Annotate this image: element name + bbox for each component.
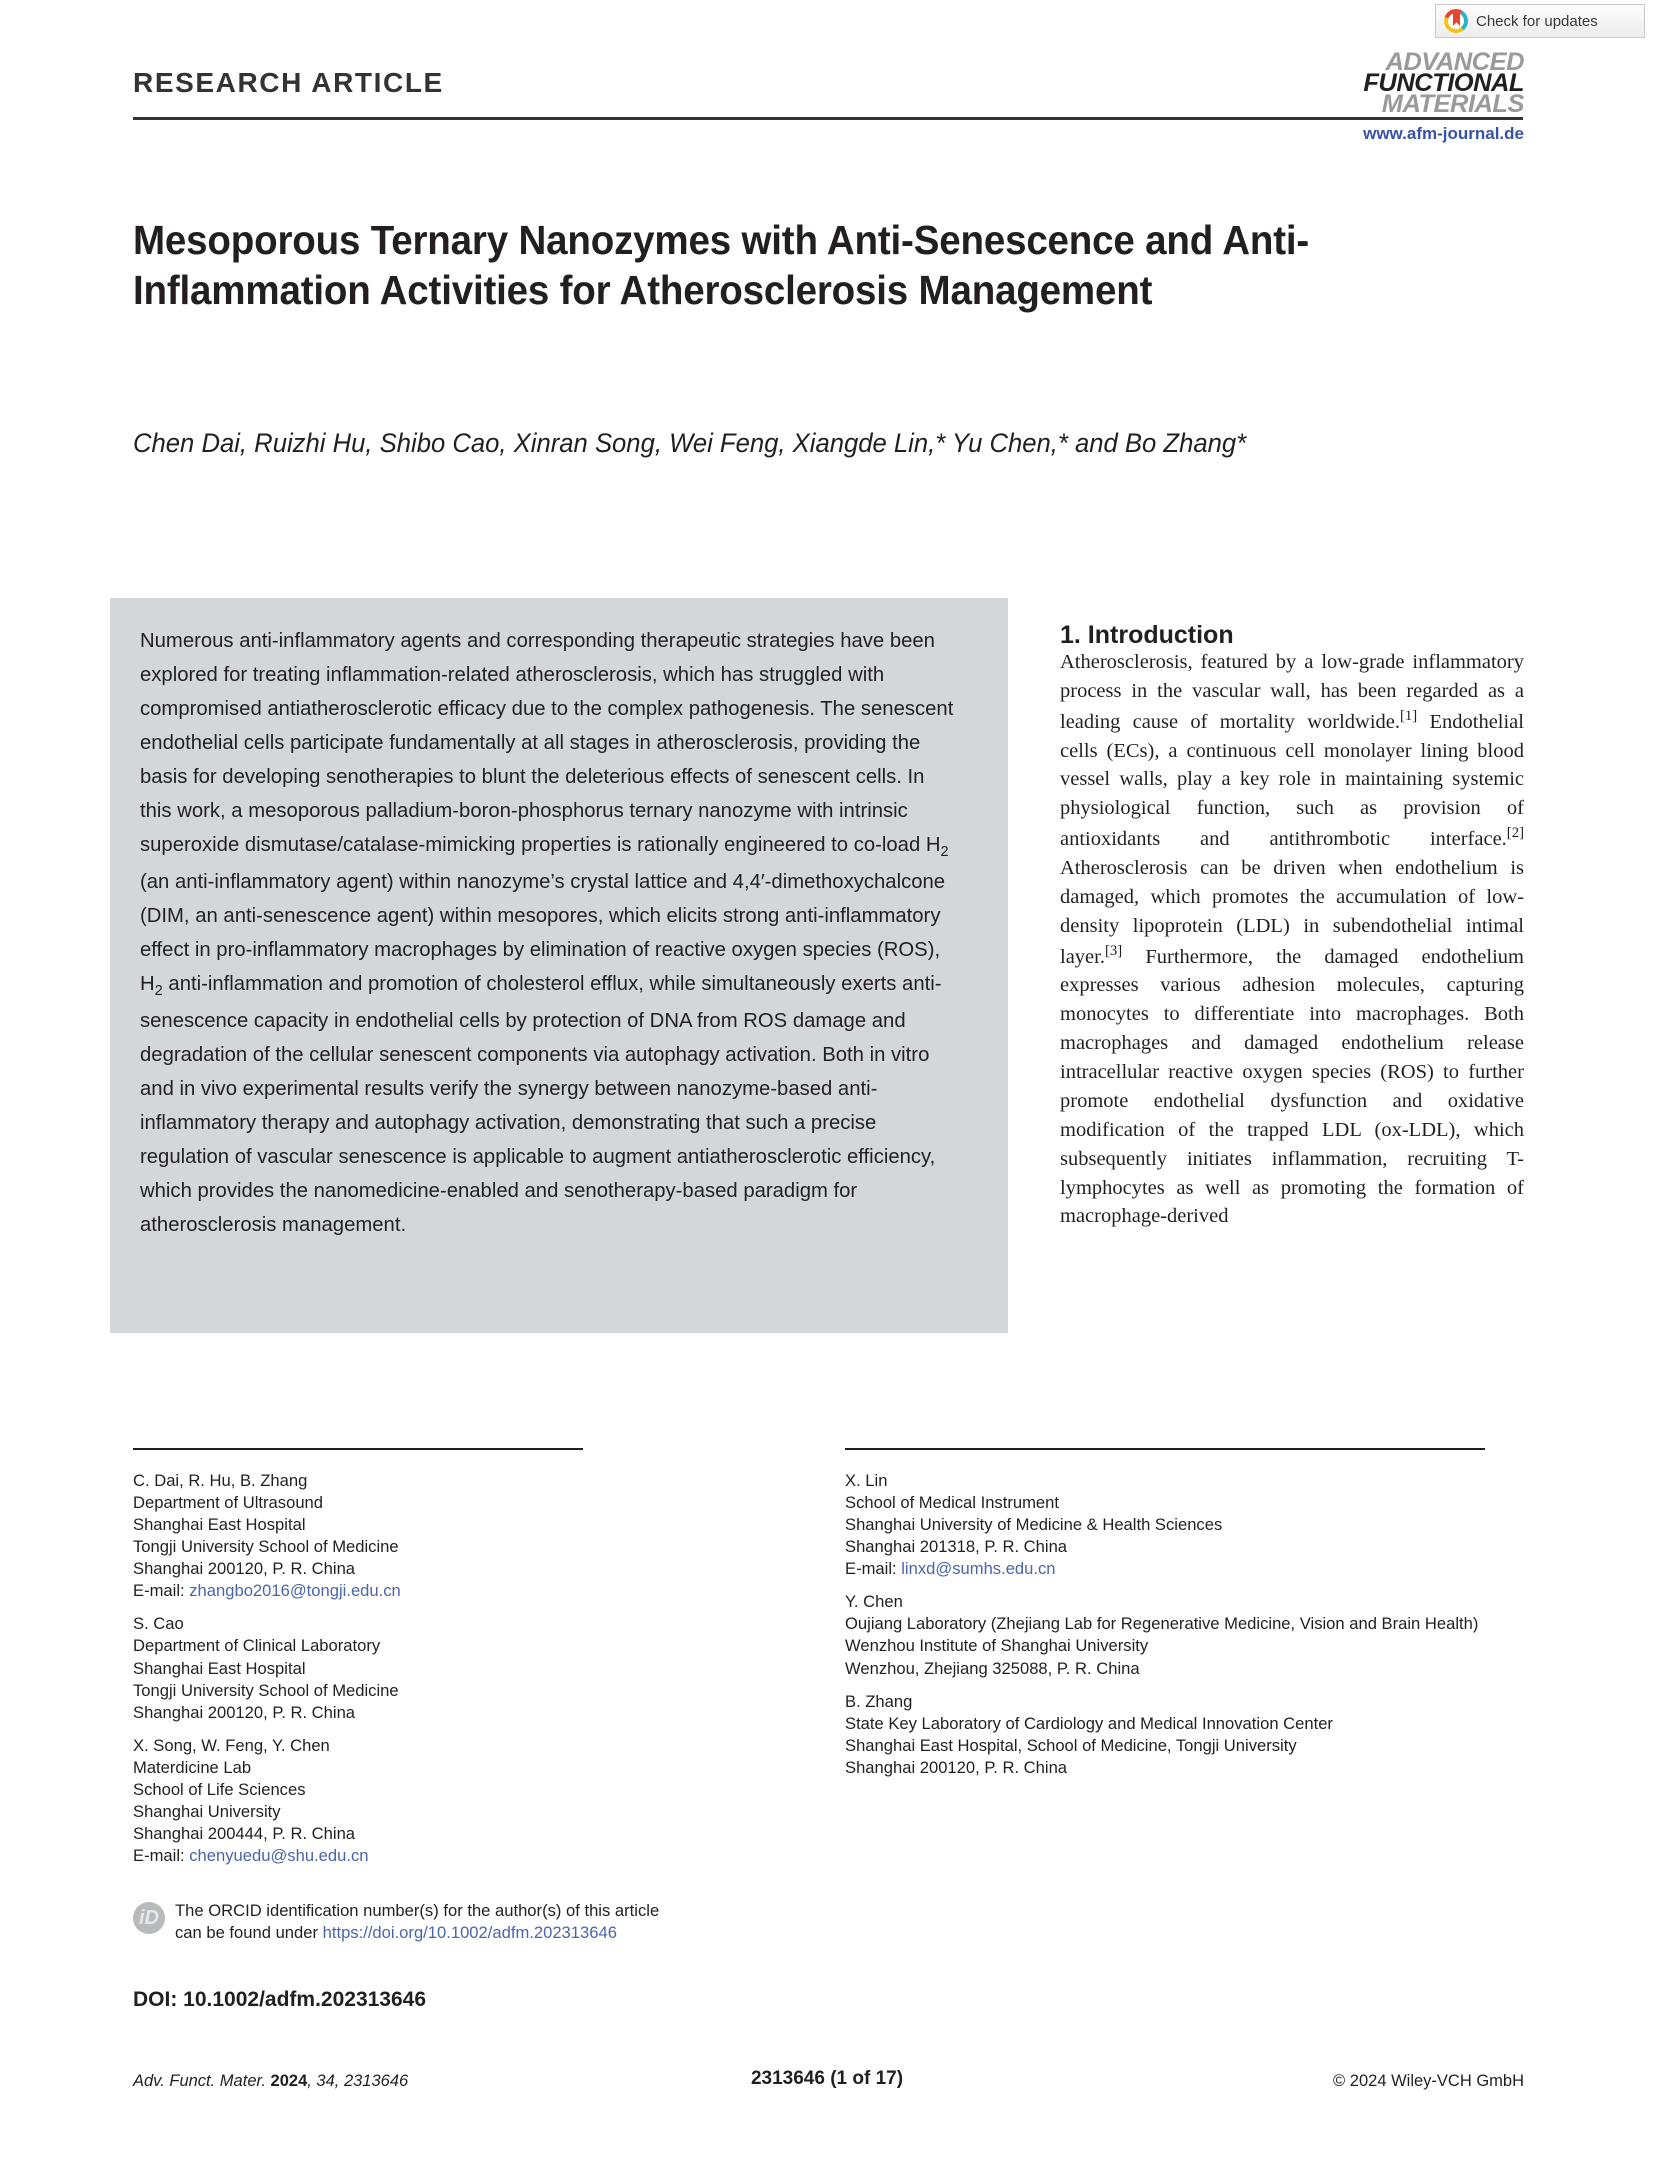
affiliation-line: Tongji University School of Medicine [133, 1537, 399, 1557]
footer-copyright: © 2024 Wiley-VCH GmbH [1333, 2072, 1524, 2090]
affiliation-line: Wenzhou, Zhejiang 325088, P. R. China [845, 1658, 1140, 1678]
affiliation-block [133, 1470, 673, 1602]
affiliation-line: Shanghai East Hospital [133, 1515, 306, 1535]
abstract-part-1: Numerous anti-inflammatory agents and corresponding therapeutic strategies have been explored for treating inflammation-related atherosclerosis, which has struggled with compromised antiatherosclerotic efficacy due to the complex pathogenesis. The senescent endothelial cells participate fundamentally at all stages in atherosclerosis, providing the basis for developing senotherapies to blunt the deleterious effects of senescent cells. In this work, a mesoporous palladium-boron-phosphorus ternary nanozyme with intrinsic superoxide dismutase/catalase-mimicking properties is rationally engineered to co-load H [140, 629, 954, 857]
affiliation-authors: X. Song, W. Feng, Y. Chen [133, 1735, 330, 1755]
footer-year: 2024 [270, 2072, 308, 2090]
affiliations-right-column [845, 1470, 1485, 1790]
affiliation-email-line [133, 1845, 673, 1867]
abstract-box [110, 598, 1008, 1333]
affiliation-block [845, 1691, 1485, 1779]
doi-label: DOI: 10.1002/adfm.202313646 [133, 1988, 427, 2011]
orcid-icon: iD [133, 1902, 165, 1934]
abstract-sub-2: 2 [154, 983, 163, 1000]
email-link[interactable]: linxd@sumhs.edu.cn [901, 1559, 1056, 1579]
affiliation-authors: Y. Chen [845, 1592, 903, 1612]
crossmark-icon [1444, 9, 1468, 33]
orcid-note [133, 1900, 703, 1945]
affiliation-block [845, 1591, 1485, 1679]
check-for-updates-label: Check for updates [1476, 12, 1598, 30]
logo-line-functional: FUNCTIONAL [1363, 68, 1524, 97]
abstract-sub-1: 2 [940, 844, 949, 861]
intro-text-b: Endothelial cells (ECs), a continuous cell monolayer lining blood vessel walls, play a key role in maintaining systemic physiological function, such as provision of antioxidants and antithrombotic interface. [1060, 710, 1524, 850]
affiliation-block [133, 1613, 673, 1723]
affiliation-block [845, 1470, 1485, 1580]
orcid-line-2-prefix: can be found under [175, 1923, 323, 1943]
affiliation-line: Oujiang Laboratory (Zhejiang Lab for Regenerative Medicine, Vision and Brain Health) [845, 1614, 1479, 1634]
affiliations-left-column [133, 1470, 673, 1878]
section-heading-introduction: 1. Introduction [1060, 620, 1234, 649]
orcid-line-1: The ORCID identification number(s) for the author(s) of this article [175, 1901, 660, 1920]
email-label: E-mail: [133, 1581, 190, 1601]
footer-journal: Adv. Funct. Mater. [133, 2072, 271, 2090]
citation-ref-1[interactable]: [1] [1400, 707, 1418, 724]
introduction-paragraph [1060, 648, 1524, 1231]
intro-text-c: Atherosclerosis can be driven when endothelium is damaged, which promotes the accumulation of low-density lipoprotein (LDL) in subendothelial intimal layer. [1060, 856, 1524, 968]
affiliation-line: Shanghai University [133, 1801, 281, 1821]
abstract-text [140, 624, 961, 1243]
journal-website-link[interactable]: www.afm-journal.de [1363, 124, 1524, 143]
abstract-part-2: (an anti-inflammatory agent) within nanozyme’s crystal lattice and 4,4′-dimethoxychalcone (DIM, an anti-senescence agent) within mesopores, which elicits strong anti-inflammatory effect in pro-inflammatory macrophages by elimination of reactive oxygen species (ROS), H [140, 870, 946, 996]
affiliation-email-line [845, 1558, 1485, 1580]
affiliation-line: Department of Clinical Laboratory [133, 1636, 381, 1656]
footer-page-number: 2313646 (1 of 17) [750, 2068, 904, 2089]
email-link[interactable]: zhangbo2016@tongji.edu.cn [189, 1581, 401, 1601]
affiliation-line: Shanghai East Hospital [133, 1658, 306, 1678]
affiliation-line: Shanghai 200120, P. R. China [133, 1559, 356, 1579]
article-title: Mesoporous Ternary Nanozymes with Anti-Senescence and Anti-Inflammation Activities for Atherosclerosis Management [133, 217, 1310, 314]
logo-line-advanced: ADVANCED [1385, 48, 1524, 76]
abstract-part-3: anti-inflammation and promotion of cholesterol efflux, while simultaneously exerts anti-senescence capacity in endothelial cells by protection of DNA from ROS damage and degradation of the cellular senescent components via autophagy activation. Both in vitro and in vivo experimental results verify the synergy between nanozyme-based anti-inflammatory therapy and autophagy activation, demonstrating that such a precise regulation of vascular senescence is applicable to augment antiatherosclerotic efficiency, which provides the nanomedicine-enabled and senotherapy-based paradigm for atherosclerosis management. [140, 972, 942, 1237]
affiliation-authors: C. Dai, R. Hu, B. Zhang [133, 1471, 308, 1490]
footer-volume: , 34, 2313646 [307, 2072, 409, 2090]
affiliation-line: Shanghai University of Medicine & Health Sciences [845, 1515, 1223, 1535]
logo-line-materials: MATERIALS [1381, 89, 1524, 118]
affiliation-line: Shanghai 200120, P. R. China [133, 1702, 356, 1722]
article-type-label: RESEARCH ARTICLE [133, 67, 444, 98]
affiliation-line: Department of Ultrasound [133, 1493, 324, 1513]
affiliation-authors: S. Cao [133, 1614, 184, 1634]
affiliation-line: School of Medical Instrument [845, 1493, 1059, 1513]
orcid-doi-link[interactable]: https://doi.org/10.1002/adfm.202313646 [322, 1923, 617, 1943]
affiliation-line: State Key Laboratory of Cardiology and Medical Innovation Center [845, 1713, 1333, 1733]
affiliation-authors: X. Lin [845, 1471, 888, 1490]
email-label: E-mail: [133, 1846, 190, 1865]
affiliation-line: Shanghai 201318, P. R. China [845, 1537, 1068, 1557]
affiliation-line: Wenzhou Institute of Shanghai University [845, 1636, 1149, 1656]
intro-text-a: Atherosclerosis, featured by a low-grade inflammatory process in the vascular wall, has been regarded as a leading cause of mortality worldwide. [1060, 651, 1524, 733]
author-list: Chen Dai, Ruizhi Hu, Shibo Cao, Xinran Song, Wei Feng, Xiangde Lin,* Yu Chen,* and Bo Zhang* [133, 428, 1247, 458]
affiliation-block [133, 1735, 673, 1867]
affiliation-rule-left [133, 1448, 583, 1450]
header-rule [133, 117, 1523, 120]
affiliation-line: Tongji University School of Medicine [133, 1680, 399, 1700]
intro-text-d: Furthermore, the damaged endothelium expresses various adhesion molecules, capturing monocytes to differentiate into macrophages. Both macrophages and damaged endothelium release intracellular reactive oxygen species (ROS) to further promote endothelial dysfunction and oxidative modification of the trapped LDL (ox-LDL), which subsequently initiates inflammation, recruiting T-lymphocytes as well as promoting the formation of macrophage-derived [1060, 945, 1524, 1228]
affiliation-line: Shanghai 200120, P. R. China [845, 1757, 1068, 1777]
orcid-text [175, 1900, 659, 1945]
affiliation-line: School of Life Sciences [133, 1779, 306, 1799]
affiliation-line: Shanghai 200444, P. R. China [133, 1823, 356, 1843]
check-for-updates-button[interactable] [1435, 4, 1645, 38]
affiliation-email-line [133, 1580, 673, 1602]
journal-logo [1352, 48, 1524, 118]
affiliation-rule-right [845, 1448, 1485, 1450]
email-link[interactable]: chenyuedu@shu.edu.cn [189, 1846, 369, 1865]
citation-ref-3[interactable]: [3] [1104, 942, 1123, 959]
affiliation-line: Shanghai East Hospital, School of Medicine, Tongji University [845, 1735, 1297, 1755]
affiliation-line: Materdicine Lab [133, 1757, 252, 1777]
citation-ref-2[interactable]: [2] [1506, 825, 1524, 842]
email-label: E-mail: [845, 1559, 902, 1579]
affiliation-authors: B. Zhang [845, 1691, 913, 1711]
